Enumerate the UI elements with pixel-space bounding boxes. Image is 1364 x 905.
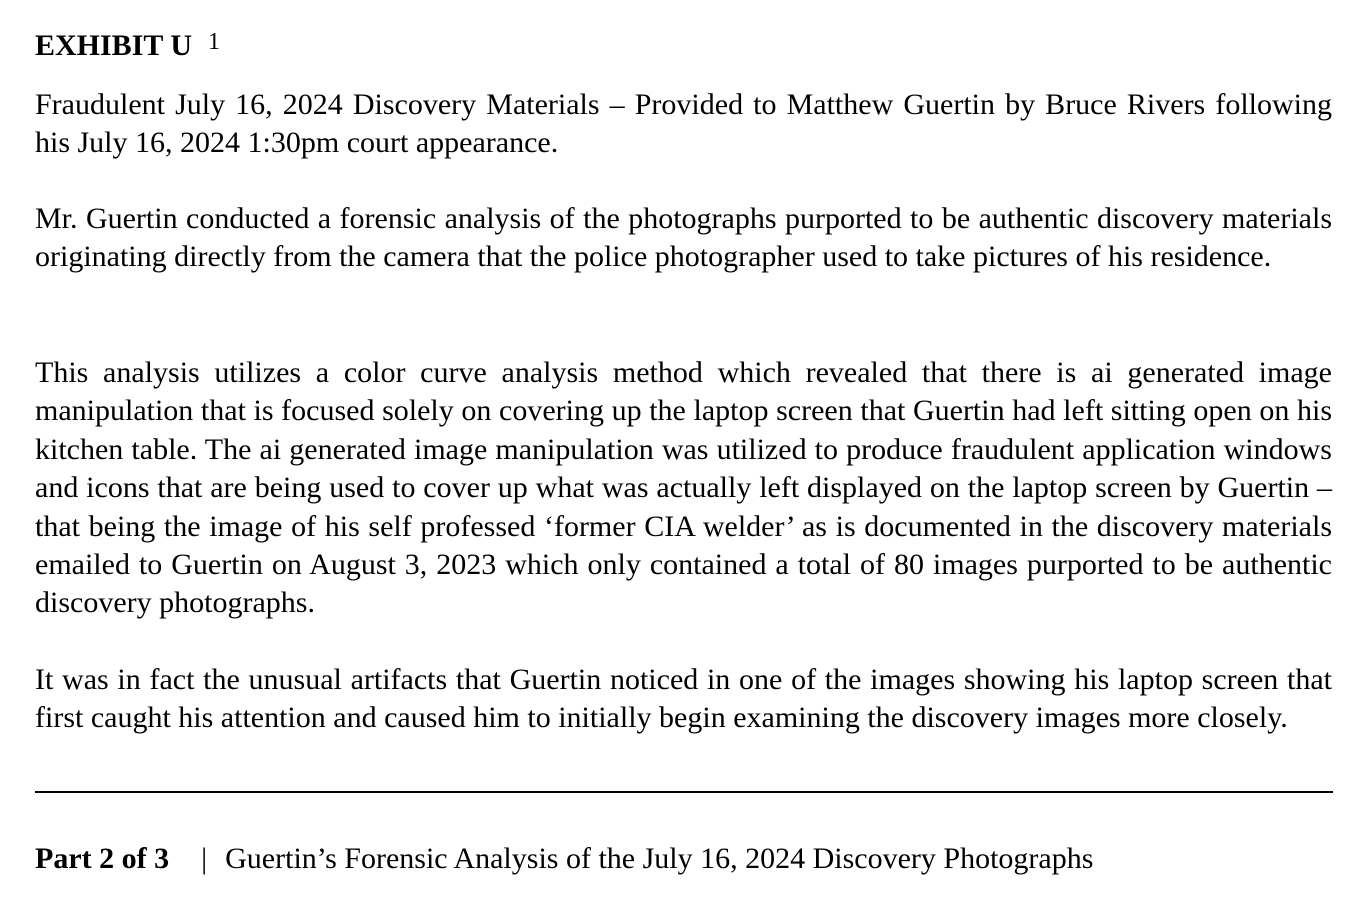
exhibit-title: EXHIBIT U — [35, 29, 193, 62]
forensic-analysis-paragraph: Mr. Guertin conducted a forensic analysis of the photographs purported to be authentic discovery materials originating directly from the camera that the police photographer used to take pictures of his residence. — [35, 202, 1332, 274]
footer-title: Guertin’s Forensic Analysis of the July 16, 2024 Discovery Photographs — [225, 842, 1094, 875]
horizontal-rule — [35, 791, 1333, 793]
artifacts-paragraph: It was in fact the unusual artifacts that Guertin noticed in one of the images showing his laptop screen that first caught his attention and caused him to initially begin examining the discovery images more closely. — [35, 663, 1332, 735]
intro-paragraph: Fraudulent July 16, 2024 Discovery Materials – Provided to Matthew Guertin by Bruce Rivers following his July 16, 2024 1:30pm court appearance. — [35, 88, 1332, 160]
part-label: Part 2 of 3 — [35, 842, 170, 875]
page-number: 1 — [208, 29, 221, 55]
color-curve-analysis-paragraph: This analysis utilizes a color curve analysis method which revealed that there is ai generated image manipulation that is focused solely on covering up the laptop screen that Guertin had left sitting open on his kitchen table. The ai generated image manipulation was utilized to produce fraudulent application windows and icons that are being used to cover up what was actually left displayed on the laptop screen by Guertin – that being the image of his self professed ‘former CIA welder’ as is documented in the discovery materials emailed to Guertin on August 3, 2023 which only contained a total of 80 images purported to be authentic discovery photographs. — [35, 356, 1332, 620]
exhibit-header — [35, 28, 220, 66]
footer-separator: | — [201, 842, 208, 875]
footer — [35, 840, 1093, 878]
